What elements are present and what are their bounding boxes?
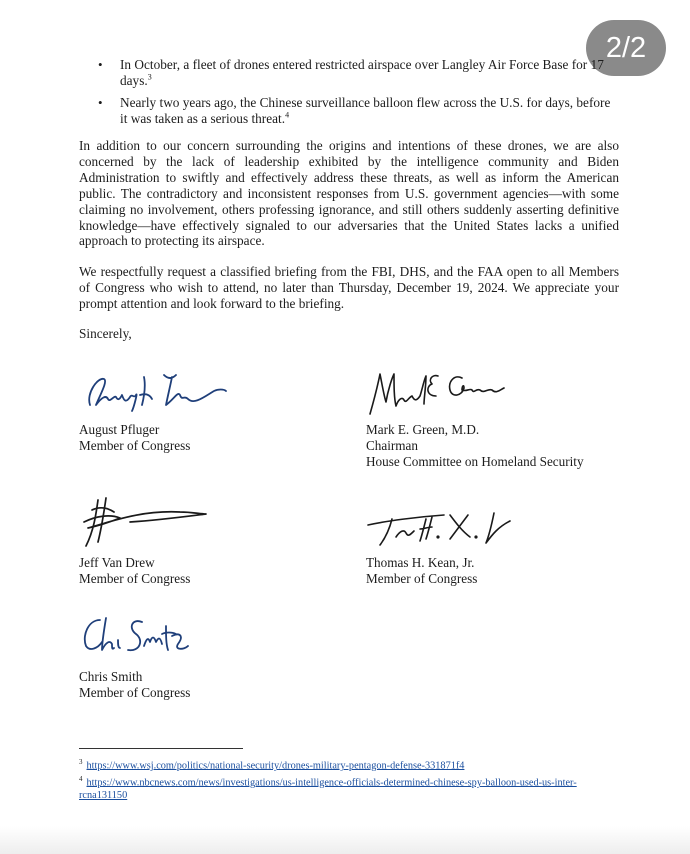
signature-pfluger [80, 365, 230, 415]
signatory-committee: House Committee on Homeland Security [366, 454, 584, 469]
signatory-title: Member of Congress [79, 438, 191, 453]
signature-pfluger-image [80, 365, 230, 415]
signatory-title: Chairman [366, 438, 419, 453]
concern-paragraph: In addition to our concern surrounding the origins and intentions of these drones, we are also concerned by the lack of leadership exhibited by the intelligence community and Biden Administration to swiftly and effectively address these threats, as well as inform the American public. The contradictory and inconsistent responses from U.S. government agencies—with some claiming no involvement, others professing ignorance, and still others suddenly asserting definitive knowledge—have effectively signaled to our adversaries that the United States lacks a unified approach to protecting its airspace. [79, 138, 619, 249]
page-bottom-shadow [0, 826, 690, 854]
footnote-link[interactable]: https://www.nbcnews.com/news/investigations/us-intelligence-officials-determined-chinese-spy-balloon-used-us-inter-rcna131150 [79, 777, 577, 801]
signatory-name: Chris Smith [79, 669, 143, 684]
footnote-divider [79, 748, 243, 749]
signatory-pfluger [79, 422, 190, 454]
signatory-kean [366, 555, 477, 587]
signature-green-image [366, 366, 506, 418]
signatory-smith [79, 669, 190, 701]
footnotes [79, 756, 619, 802]
footnote [79, 756, 619, 773]
closing-salutation: Sincerely, [79, 326, 132, 341]
footnote-link[interactable]: https://www.wsj.com/politics/national-security/drones-military-pentagon-defense-331871f4 [86, 760, 465, 772]
signatory-name: Thomas H. Kean, Jr. [366, 555, 475, 570]
bullet-item: • Nearly two years ago, the Chinese surveillance balloon flew across the U.S. for days, before it was taken as a serious threat.$^4$ [98, 95, 618, 127]
footnote [79, 773, 619, 802]
signatory-title: Member of Congress [79, 571, 191, 586]
signature-vandrew-image [80, 496, 210, 550]
signatory-name: August Pfluger [79, 422, 160, 437]
page-counter: 2/2 [586, 20, 666, 76]
signatory-name: Mark E. Green, M.D. [366, 422, 480, 437]
footnote-number: 3 [79, 758, 83, 766]
signatory-vandrew [79, 555, 190, 587]
bullet-list [98, 57, 618, 133]
signatory-title: Member of Congress [366, 571, 478, 586]
signature-green [366, 366, 506, 418]
signatory-green [366, 422, 584, 470]
request-paragraph: We respectfully request a classified briefing from the FBI, DHS, and the FAA open to all Members of Congress who wish to attend, no later than Thursday, December 19, 2024. We appreciate your prompt attention and look forward to the briefing. [79, 264, 619, 311]
footnote-ref: 4 [285, 110, 290, 120]
footnote-ref: 3 [147, 72, 152, 82]
signature-kean-image [366, 505, 516, 549]
signature-vandrew [80, 496, 210, 550]
signatory-name: Jeff Van Drew [79, 555, 155, 570]
signature-kean [366, 505, 516, 549]
signature-smith-image [80, 612, 190, 662]
bullet-item: • In October, a fleet of drones entered restricted airspace over Langley Air Force Base for 17 days.$^3$ [98, 57, 618, 89]
footnote-number: 4 [79, 774, 83, 783]
signature-smith [80, 612, 190, 662]
signatory-title: Member of Congress [79, 685, 191, 700]
